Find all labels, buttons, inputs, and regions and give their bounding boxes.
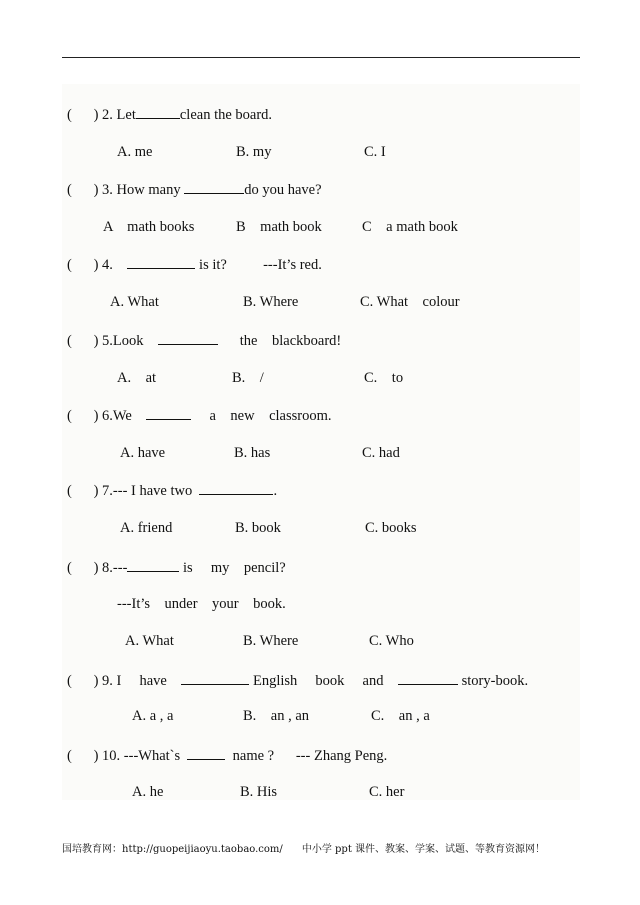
answer-blank[interactable] [199, 480, 273, 495]
answer-blank[interactable] [187, 745, 225, 760]
header-rule [62, 57, 580, 58]
option-b[interactable]: B. book [235, 520, 281, 536]
question-text: English book and [249, 673, 398, 689]
question-text: . [273, 483, 278, 499]
question-text: is my pencil? [179, 560, 286, 576]
question-6 [67, 405, 332, 425]
question-10 [67, 745, 387, 765]
option-c[interactable]: C. to [364, 370, 404, 386]
option-c[interactable]: C. What colour [360, 294, 460, 310]
answer-blank[interactable] [398, 670, 458, 685]
option-a[interactable]: A. me [117, 144, 153, 160]
question-text: story-book. [457, 673, 529, 689]
question-text: clean the board. [179, 107, 273, 123]
answer-blank[interactable] [146, 405, 191, 420]
option-a[interactable]: A. What [125, 633, 174, 649]
question-9 [67, 670, 528, 690]
question-text: ( ) 10. ---What`s [67, 748, 188, 764]
question-text: a new classroom. [191, 408, 332, 424]
answer-blank[interactable] [181, 670, 249, 685]
option-a[interactable]: A. What [110, 294, 159, 310]
option-b[interactable]: B. my [236, 144, 272, 160]
answer-blank[interactable] [136, 104, 180, 119]
option-a[interactable]: A math books [103, 219, 195, 235]
option-b[interactable]: B. has [234, 445, 271, 461]
question-text: ( ) 8.--- [67, 560, 128, 576]
question-text: ( ) 6.We [67, 408, 147, 424]
option-b[interactable]: B math book [236, 219, 322, 235]
question-4 [67, 254, 322, 274]
answer-blank[interactable] [158, 330, 218, 345]
page-footer: 国培教育网：http://guopeijiaoyu.taobao.com/ 中小学 ppt 课件、教案、学案、试题、等教育资源网！ [62, 844, 546, 855]
question-text: ( ) 2. Let [67, 107, 136, 123]
question-text: ( ) 7.--- I have two [67, 483, 200, 499]
option-b[interactable]: B. His [240, 784, 278, 800]
question-text: is it? ---It’s red. [195, 257, 322, 273]
option-a[interactable]: A. a , a [132, 708, 174, 724]
option-b[interactable]: B. Where [243, 633, 299, 649]
option-c[interactable]: C. books [365, 520, 417, 536]
option-b[interactable]: B. an , an [243, 708, 310, 724]
option-c[interactable]: C. I [364, 144, 386, 160]
question-7 [67, 480, 277, 500]
answer-blank[interactable] [184, 179, 244, 194]
option-a[interactable]: A. friend [120, 520, 173, 536]
option-a[interactable]: A. have [120, 445, 166, 461]
option-c[interactable]: C. an , a [371, 708, 430, 724]
option-c[interactable]: C a math book [362, 219, 458, 235]
question-5 [67, 330, 341, 350]
question-text: the blackboard! [218, 333, 342, 349]
question-2 [67, 104, 272, 124]
option-b[interactable]: B. Where [243, 294, 299, 310]
answer-blank[interactable] [127, 557, 179, 572]
option-c[interactable]: C. Who [369, 633, 414, 649]
question-text: name ? --- Zhang Peng. [225, 748, 388, 764]
question-3 [67, 179, 322, 199]
option-b[interactable]: B. / [232, 370, 264, 386]
question-text: ( ) 3. How many [67, 182, 185, 198]
option-c[interactable]: C. her [369, 784, 405, 800]
question-text: do you have? [244, 182, 322, 198]
question-text: ( ) 4. [67, 257, 128, 273]
question-8 [67, 557, 286, 577]
question-text: ( ) 9. I have [67, 673, 182, 689]
option-a[interactable]: A. at [117, 370, 157, 386]
question-8-response: ---It’s under your book. [117, 596, 286, 612]
question-text: ( ) 5.Look [67, 333, 159, 349]
option-c[interactable]: C. had [362, 445, 400, 461]
option-a[interactable]: A. he [132, 784, 164, 800]
answer-blank[interactable] [127, 254, 195, 269]
